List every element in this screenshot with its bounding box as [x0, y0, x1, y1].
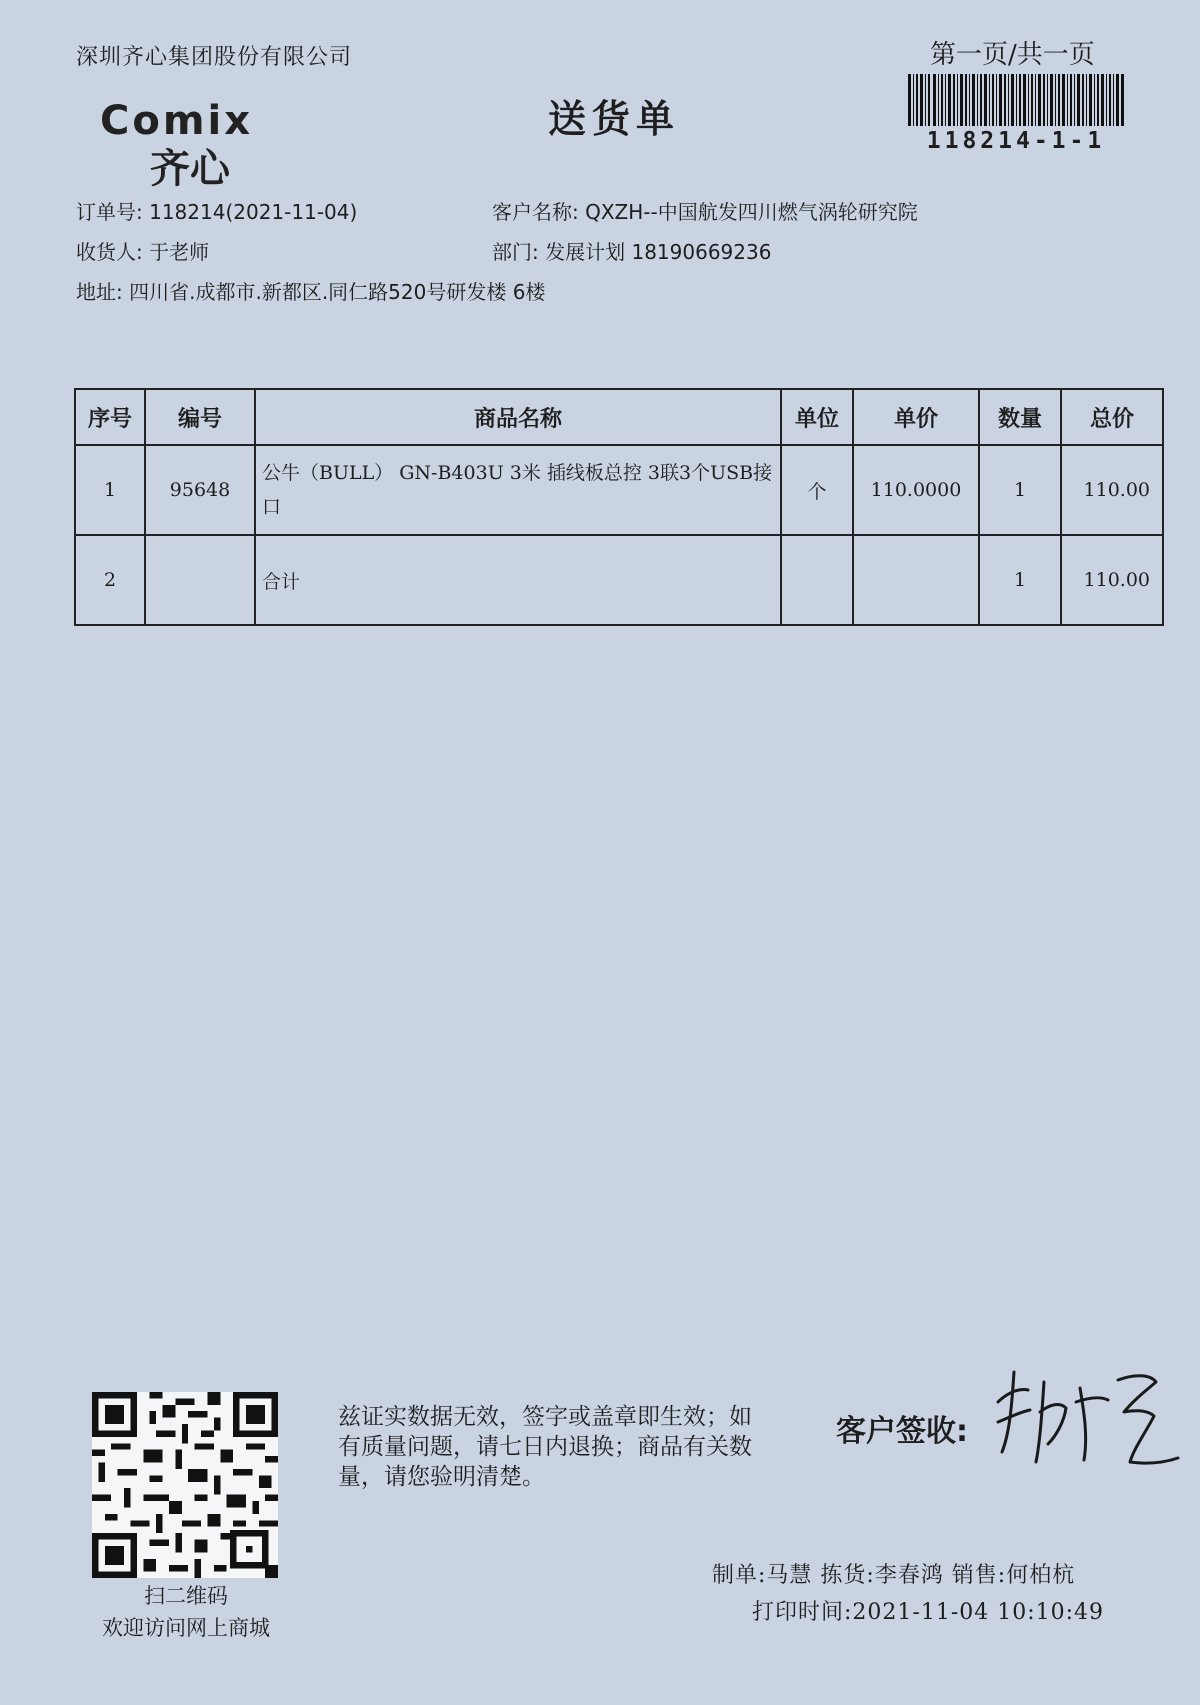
- items-table: [74, 388, 1164, 626]
- cell-quantity: 1: [979, 445, 1061, 535]
- table-row-total: [75, 535, 1163, 625]
- cell-code: 95648: [145, 445, 255, 535]
- header-total: 总价: [1061, 389, 1163, 445]
- cell-total: 110.00: [1061, 535, 1163, 625]
- customer-sign-label: 客户签收:: [836, 1414, 968, 1449]
- cell-total: 110.00: [1061, 445, 1163, 535]
- qr-caption-visit: 欢迎访问网上商城: [102, 1616, 270, 1640]
- cell-seq: 1: [75, 445, 145, 535]
- header-unit-price: 单价: [853, 389, 979, 445]
- address: 地址: 四川省.成都市.新都区.同仁路520号研发楼 6楼: [76, 280, 546, 304]
- recipient: 收货人: 于老师: [76, 240, 210, 264]
- cell-code: [145, 535, 255, 625]
- table-row: [75, 445, 1163, 535]
- page-indicator: 第一页/共一页: [930, 40, 1095, 70]
- comix-logo: [98, 96, 328, 192]
- table-header-row: [75, 389, 1163, 445]
- document-title: 送货单: [548, 96, 681, 141]
- header-product-name: 商品名称: [255, 389, 781, 445]
- cell-unit-price: [853, 535, 979, 625]
- print-time: 打印时间:2021-11-04 10:10:49: [752, 1600, 1105, 1625]
- svg-text:Comix: Comix: [100, 98, 254, 144]
- qr-caption-scan: 扫二维码: [144, 1584, 228, 1608]
- cell-unit-price: 110.0000: [853, 445, 979, 535]
- cell-product-name: 合计: [255, 535, 781, 625]
- header-code: 编号: [145, 389, 255, 445]
- header-unit: 单位: [781, 389, 853, 445]
- qr-code: [92, 1392, 278, 1578]
- cell-product-name: 公牛（BULL） GN-B403U 3米 插线板总控 3联3个USB接口: [255, 445, 781, 535]
- handwritten-signature: [984, 1352, 1184, 1484]
- header-quantity: 数量: [979, 389, 1061, 445]
- order-number: 订单号: 118214(2021-11-04): [76, 200, 358, 224]
- cell-unit: 个: [781, 445, 853, 535]
- validity-notice: 兹证实数据无效，签字或盖章即生效；如有质量问题，请七日内退换；商品有关数量，请您验明清楚。: [338, 1404, 752, 1490]
- header-seq: 序号: [75, 389, 145, 445]
- barcode: [908, 74, 1124, 126]
- svg-text:齐心: 齐心: [150, 146, 230, 192]
- cell-unit: [781, 535, 853, 625]
- staff-line: 制单:马慧 拣货:李春鸿 销售:何柏杭: [712, 1563, 1076, 1588]
- company-name: 深圳齐心集团股份有限公司: [76, 45, 353, 70]
- barcode-number: 118214-1-1: [926, 128, 1106, 154]
- department: 部门: 发展计划 18190669236: [492, 240, 772, 264]
- cell-quantity: 1: [979, 535, 1061, 625]
- cell-seq: 2: [75, 535, 145, 625]
- customer-name: 客户名称: QXZH--中国航发四川燃气涡轮研究院: [492, 200, 918, 224]
